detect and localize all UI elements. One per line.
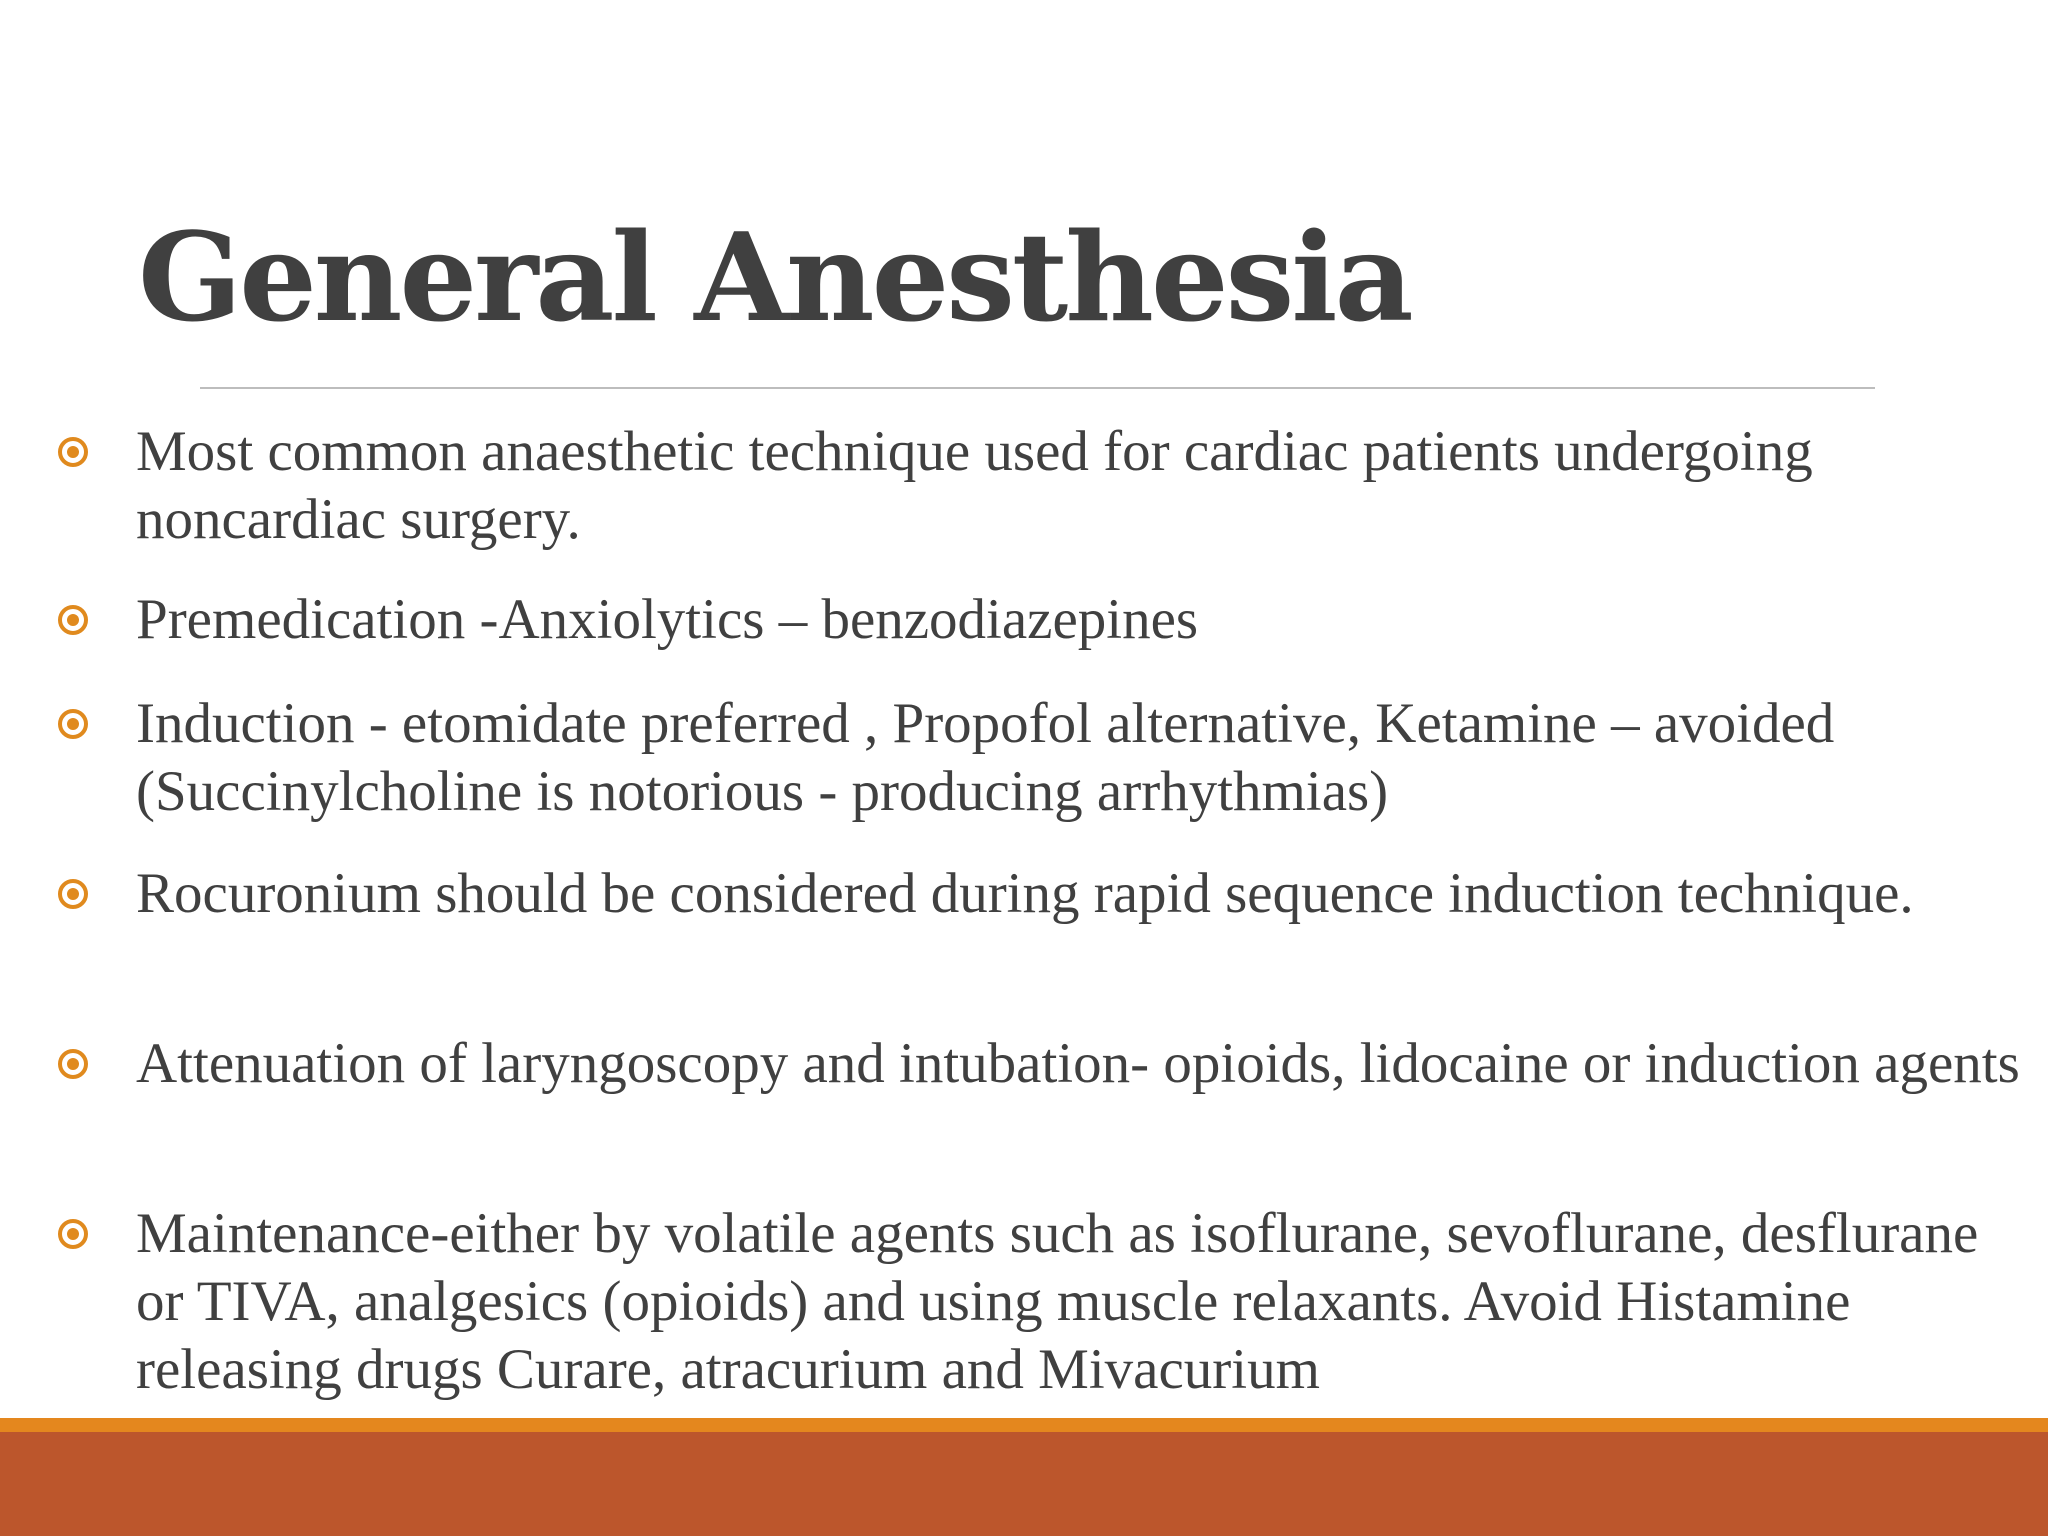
bullet-item [136,860,2026,928]
bullet-item [136,1200,2026,1404]
title-divider [200,387,1875,389]
footer-bar [0,1432,2048,1536]
bullet-item [136,1030,2026,1098]
target-bullet-icon [58,879,88,909]
bullet-text: Attenuation of laryngoscopy and intubation- opioids, lidocaine or induction agents [136,1032,2020,1095]
target-bullet-icon [58,709,88,739]
target-bullet-icon [58,437,88,467]
bullet-text: Rocuronium should be considered during rapid sequence induction technique. [136,862,1914,925]
target-bullet-icon [58,1049,88,1079]
bullet-text: Induction - etomidate preferred , Propofol alternative, Ketamine – avoided (Succinylcholine is notorious - producing arrhythmias) [136,692,1835,823]
bullet-item [136,418,2026,554]
bullet-text: Most common anaesthetic technique used for cardiac patients undergoing noncardiac surgery. [136,420,1813,551]
slide-title: General Anesthesia [138,205,1411,349]
bullet-text: Premedication -Anxiolytics – benzodiazepines [136,588,1199,651]
target-bullet-icon [58,605,88,635]
bullet-item [136,690,2026,826]
footer-accent-stripe [0,1418,2048,1432]
target-bullet-icon [58,1219,88,1249]
bullet-item [136,586,2026,654]
bullet-text: Maintenance-either by volatile agents such as isoflurane, sevoflurane, desflurane or TIVA, analgesics (opioids) and using muscle relaxants. Avoid Histamine releasing drugs Curare, atracurium and Mivacurium [136,1202,1979,1401]
